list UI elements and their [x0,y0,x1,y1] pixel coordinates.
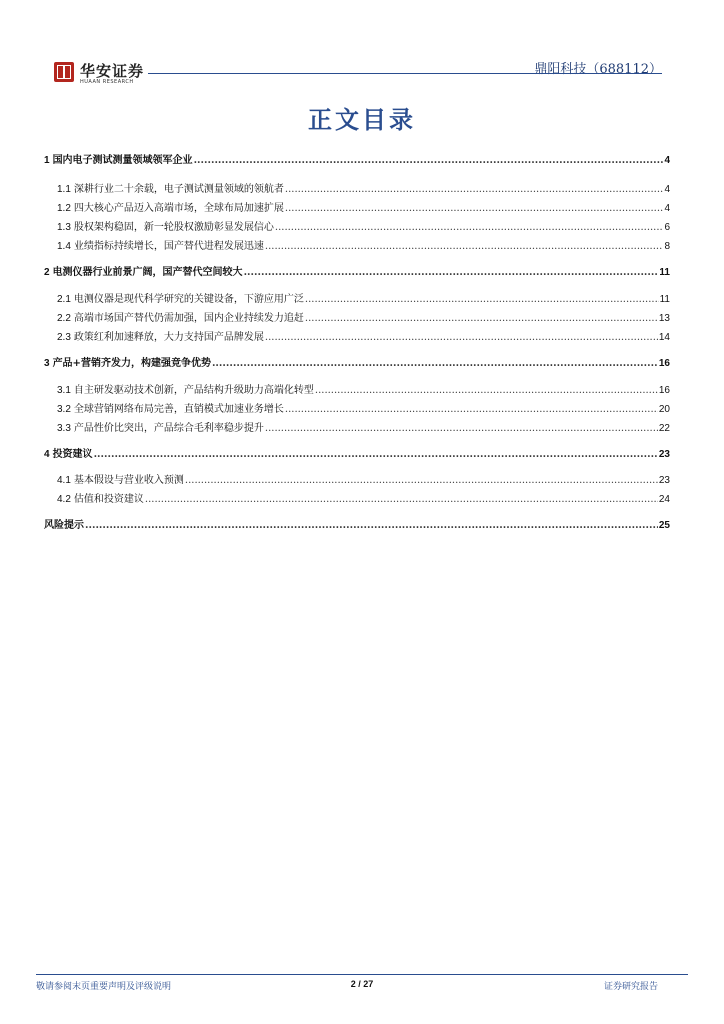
toc-entry-page: 25 [658,520,670,531]
toc-entry[interactable] [44,266,670,280]
toc-entry-title [57,474,184,488]
toc-leader-dots [265,331,658,345]
toc-entry[interactable] [57,403,670,417]
toc-leader-dots [285,183,664,197]
toc-entry-text: 投资建议 [52,449,93,460]
toc-entry-title [57,384,314,398]
toc-entry-page: 13 [658,313,670,324]
toc-entry-number: 1.2 [57,203,71,214]
company-name: 鼎阳科技（688112） [534,62,662,77]
toc-entry-text: 自主研发驱动技术创新，产品结构升级助力高端化转型 [73,385,314,396]
toc-entry-page: 4 [664,155,670,166]
toc-entry-text: 电测仪器行业前景广阔，国产替代空间较大 [52,267,243,278]
toc-entry[interactable] [57,183,670,197]
toc-entry-title [44,154,193,168]
toc-entry-text: 产品性价比突出，产品综合毛利率稳步提升 [73,423,264,434]
toc-entry-number: 4.1 [57,475,71,486]
toc-entry-title [57,183,284,197]
toc-leader-dots [212,357,658,371]
toc-entry-number: 4 [44,449,50,460]
toc-entry-number: 3.3 [57,423,71,434]
toc-entry-text: 产品+营销齐发力，构建强竞争优势 [52,358,211,369]
toc-entry-text: 政策红利加速释放，大力支持国产品牌发展 [73,332,264,343]
toc-entry-title [57,331,264,345]
toc-entry-text: 全球营销网络布局完善，直销模式加速业务增长 [73,404,284,415]
logo-text: 华安证券 [80,62,145,80]
toc-entry-number: 2.1 [57,294,71,305]
toc-entry-number: 1 [44,155,50,166]
toc-entry[interactable] [57,384,670,398]
toc-entry-page: 6 [664,222,670,233]
toc-entry-number: 2 [44,267,50,278]
toc-entry[interactable] [44,448,670,462]
toc-entry-text: 国内电子测试测量领域领军企业 [52,155,193,166]
page-header [0,0,724,90]
toc-entry-page: 11 [659,267,670,278]
toc-entry-text: 股权架构稳固，新一轮股权激励彰显发展信心 [73,222,274,233]
footer-divider [36,974,688,975]
toc-entry-title [57,493,144,507]
toc-entry-number: 4.2 [57,494,71,505]
toc-leader-dots [305,312,658,326]
toc-entry[interactable] [57,202,670,216]
toc-entry-title [57,312,304,326]
toc-entry-page: 24 [658,494,670,505]
toc-entry-text: 深耕行业二十余载，电子测试测量领域的领航者 [73,184,284,195]
toc-entry-page: 8 [664,241,670,252]
toc-entry-title [44,448,93,462]
toc-leader-dots [85,519,658,533]
toc-entry[interactable] [44,154,670,168]
footer-disclaimer: 敬请参阅末页重要声明及评级说明 [36,982,172,992]
toc-entry[interactable] [57,493,670,507]
toc-entry-page: 4 [664,184,670,195]
toc-entry[interactable] [57,422,670,436]
toc-entry-page: 16 [658,358,670,369]
toc-entry-page: 22 [658,423,670,434]
toc-entry-number: 3.2 [57,404,71,415]
toc-entry-text: 估值和投资建议 [73,494,144,505]
toc-entry-text: 四大核心产品迈入高端市场，全球布局加速扩展 [73,203,284,214]
header-divider [148,73,662,74]
toc-leader-dots [285,202,664,216]
toc-entry-number: 3 [44,358,50,369]
toc-leader-dots [185,474,658,488]
toc-entry-text: 业绩指标持续增长，国产替代进程发展迅速 [73,241,264,252]
toc-leader-dots [244,266,659,280]
toc-entry-number: 1.4 [57,241,71,252]
toc-entry[interactable] [44,357,670,371]
toc-entry[interactable] [57,293,670,307]
toc-entry[interactable] [57,312,670,326]
toc-leader-dots [194,154,664,168]
toc-entry-page: 16 [658,385,670,396]
toc-leader-dots [94,448,658,462]
toc-leader-dots [275,221,664,235]
toc-entry-number: 1.1 [57,184,71,195]
toc-entry-title [57,221,274,235]
toc-entry-title [57,422,264,436]
toc-entry[interactable] [44,519,670,533]
toc-leader-dots [305,293,659,307]
toc-entry-text: 风险提示 [44,520,84,531]
toc-leader-dots [315,384,658,398]
toc-entry-text: 电测仪器是现代科学研究的关键设备，下游应用广泛 [73,294,304,305]
toc-entry-page: 14 [658,332,670,343]
toc-entry-page: 20 [658,404,670,415]
toc-leader-dots [265,422,658,436]
toc-entry-page: 23 [658,475,670,486]
toc-entry-page: 11 [659,294,670,305]
toc-entry-number: 1.3 [57,222,71,233]
toc-leader-dots [265,240,664,254]
toc-leader-dots [285,403,658,417]
toc-entry-title [44,357,211,371]
toc-entry[interactable] [57,240,670,254]
toc-entry-page: 23 [658,449,670,460]
toc-entry-number: 3.1 [57,385,71,396]
toc-entry[interactable] [57,331,670,345]
toc-entry-title [44,266,243,280]
toc-entry-text: 高端市场国产替代仍需加强，国内企业持续发力追赶 [73,313,304,324]
toc-entry-number: 2.2 [57,313,71,324]
toc-entry[interactable] [57,221,670,235]
toc-entry-number: 2.3 [57,332,71,343]
toc-entry-title [57,202,284,216]
toc-entry-text: 基本假设与营业收入预测 [73,475,184,486]
page-number: 2 / 27 [350,979,374,989]
toc-entry[interactable] [57,474,670,488]
toc-entry-title [57,240,264,254]
footer-report-type: 证券研究报告 [603,982,658,992]
toc-entry-title [57,403,284,417]
toc-entry-page: 4 [664,203,670,214]
logo-subtitle: HUAAN RESEARCH [80,79,134,85]
toc-entry-title [57,293,304,307]
huaan-logo-icon [54,62,74,82]
toc-entry-title [44,519,84,533]
page-title: 正文目录 [308,105,416,134]
toc-leader-dots [145,493,658,507]
